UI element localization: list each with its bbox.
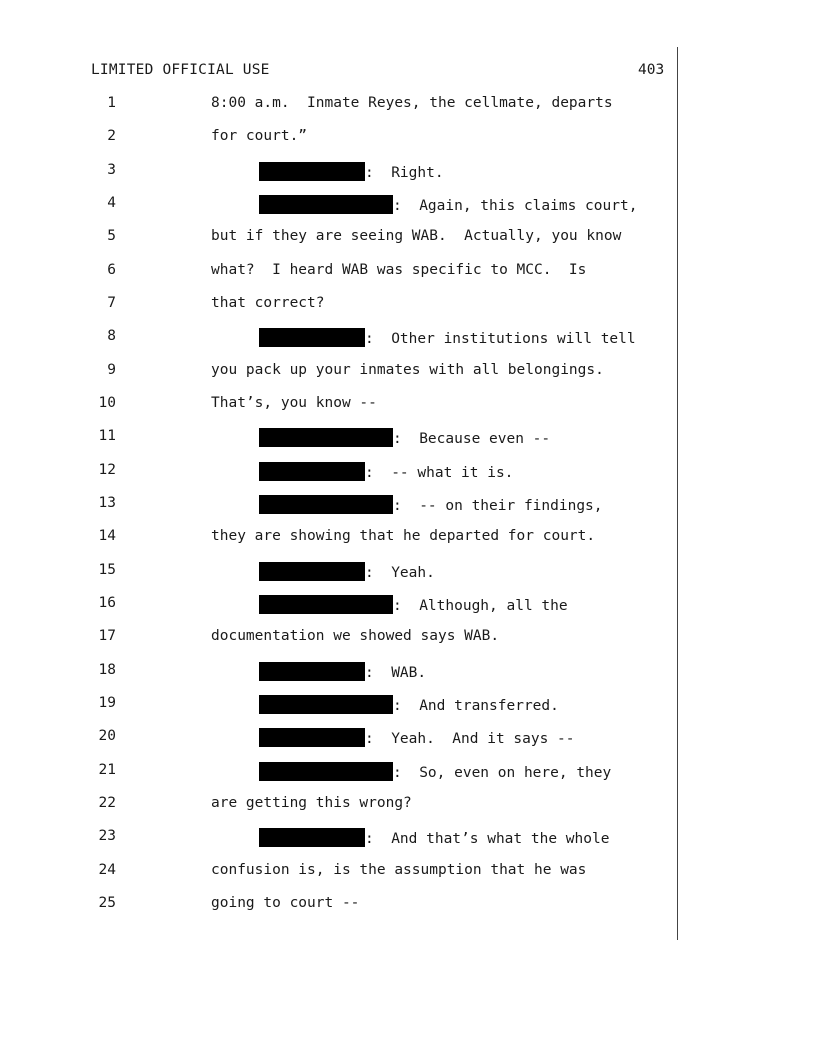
- transcript-line: [0, 295, 680, 315]
- transcript-line: [0, 195, 680, 215]
- transcript-line: [0, 162, 680, 182]
- transcript-line: [0, 362, 680, 382]
- line-text: That’s, you know --: [211, 395, 377, 411]
- redacted-speaker-name: [259, 662, 365, 681]
- line-number: 18: [98, 662, 116, 678]
- line-text: : WAB.: [365, 665, 427, 681]
- line-number: 12: [98, 462, 116, 478]
- line-text: : Right.: [365, 165, 444, 181]
- line-number: 8: [107, 328, 116, 344]
- line-number: 14: [98, 528, 116, 544]
- line-text: but if they are seeing WAB. Actually, you know: [211, 228, 622, 244]
- line-number: 16: [98, 595, 116, 611]
- redacted-speaker-name: [259, 828, 365, 847]
- line-text: going to court --: [211, 895, 360, 911]
- transcript-line: [0, 728, 680, 748]
- transcript-line: [0, 228, 680, 248]
- redacted-speaker-name: [259, 428, 393, 447]
- line-text: : Although, all the: [393, 598, 568, 614]
- redacted-speaker-name: [259, 162, 365, 181]
- transcript-line: [0, 895, 680, 915]
- transcript-line: [0, 495, 680, 515]
- line-text: : Yeah.: [365, 565, 435, 581]
- line-text: you pack up your inmates with all belongings.: [211, 362, 604, 378]
- redacted-speaker-name: [259, 195, 393, 214]
- transcript-line: [0, 95, 680, 115]
- line-text: : -- on their findings,: [393, 498, 603, 514]
- transcript-line: [0, 695, 680, 715]
- transcript-line: [0, 595, 680, 615]
- line-text: what? I heard WAB was specific to MCC. Is: [211, 262, 587, 278]
- line-text: : Because even --: [393, 431, 551, 447]
- line-text: : And transferred.: [393, 698, 559, 714]
- line-text: : -- what it is.: [365, 465, 514, 481]
- line-number: 5: [107, 228, 116, 244]
- transcript-line: [0, 662, 680, 682]
- line-number: 20: [98, 728, 116, 744]
- line-number: 21: [98, 762, 116, 778]
- line-number: 1: [107, 95, 116, 111]
- redacted-speaker-name: [259, 462, 365, 481]
- transcript-line: [0, 128, 680, 148]
- transcript-line: [0, 795, 680, 815]
- line-number: 11: [98, 428, 116, 444]
- transcript-line: [0, 528, 680, 548]
- transcript-line: [0, 562, 680, 582]
- line-number: 4: [107, 195, 116, 211]
- transcript-line: [0, 762, 680, 782]
- line-text: 8:00 a.m. Inmate Reyes, the cellmate, departs: [211, 95, 613, 111]
- line-number: 24: [98, 862, 116, 878]
- line-number: 2: [107, 128, 116, 144]
- transcript-line: [0, 862, 680, 882]
- transcript-line: [0, 262, 680, 282]
- line-number: 7: [107, 295, 116, 311]
- line-number: 15: [98, 562, 116, 578]
- line-text: are getting this wrong?: [211, 795, 412, 811]
- line-text: : And that’s what the whole: [365, 831, 610, 847]
- line-text: : Again, this claims court,: [393, 198, 638, 214]
- line-number: 22: [98, 795, 116, 811]
- page-number: 403: [638, 62, 665, 78]
- line-text: for court.”: [211, 128, 308, 144]
- line-number: 19: [98, 695, 116, 711]
- redacted-speaker-name: [259, 762, 393, 781]
- line-text: confusion is, is the assumption that he was: [211, 862, 587, 878]
- transcript-line: [0, 628, 680, 648]
- line-text: documentation we showed says WAB.: [211, 628, 500, 644]
- line-number: 25: [98, 895, 116, 911]
- line-text: : Other institutions will tell: [365, 331, 636, 347]
- line-text: : Yeah. And it says --: [365, 731, 575, 747]
- line-number: 23: [98, 828, 116, 844]
- redacted-speaker-name: [259, 728, 365, 747]
- line-text: they are showing that he departed for court.: [211, 528, 596, 544]
- redacted-speaker-name: [259, 562, 365, 581]
- transcript-line: [0, 395, 680, 415]
- redacted-speaker-name: [259, 328, 365, 347]
- transcript-line: [0, 428, 680, 448]
- line-number: 9: [107, 362, 116, 378]
- line-text: that correct?: [211, 295, 325, 311]
- line-number: 3: [107, 162, 116, 178]
- line-number: 6: [107, 262, 116, 278]
- line-text: : So, even on here, they: [393, 765, 612, 781]
- transcript-line: [0, 328, 680, 348]
- redacted-speaker-name: [259, 595, 393, 614]
- transcript-line: [0, 462, 680, 482]
- transcript-line: [0, 828, 680, 848]
- line-number: 17: [98, 628, 116, 644]
- line-number: 10: [98, 395, 116, 411]
- line-number: 13: [98, 495, 116, 511]
- redacted-speaker-name: [259, 495, 393, 514]
- classification-header: LIMITED OFFICIAL USE: [91, 62, 270, 78]
- redacted-speaker-name: [259, 695, 393, 714]
